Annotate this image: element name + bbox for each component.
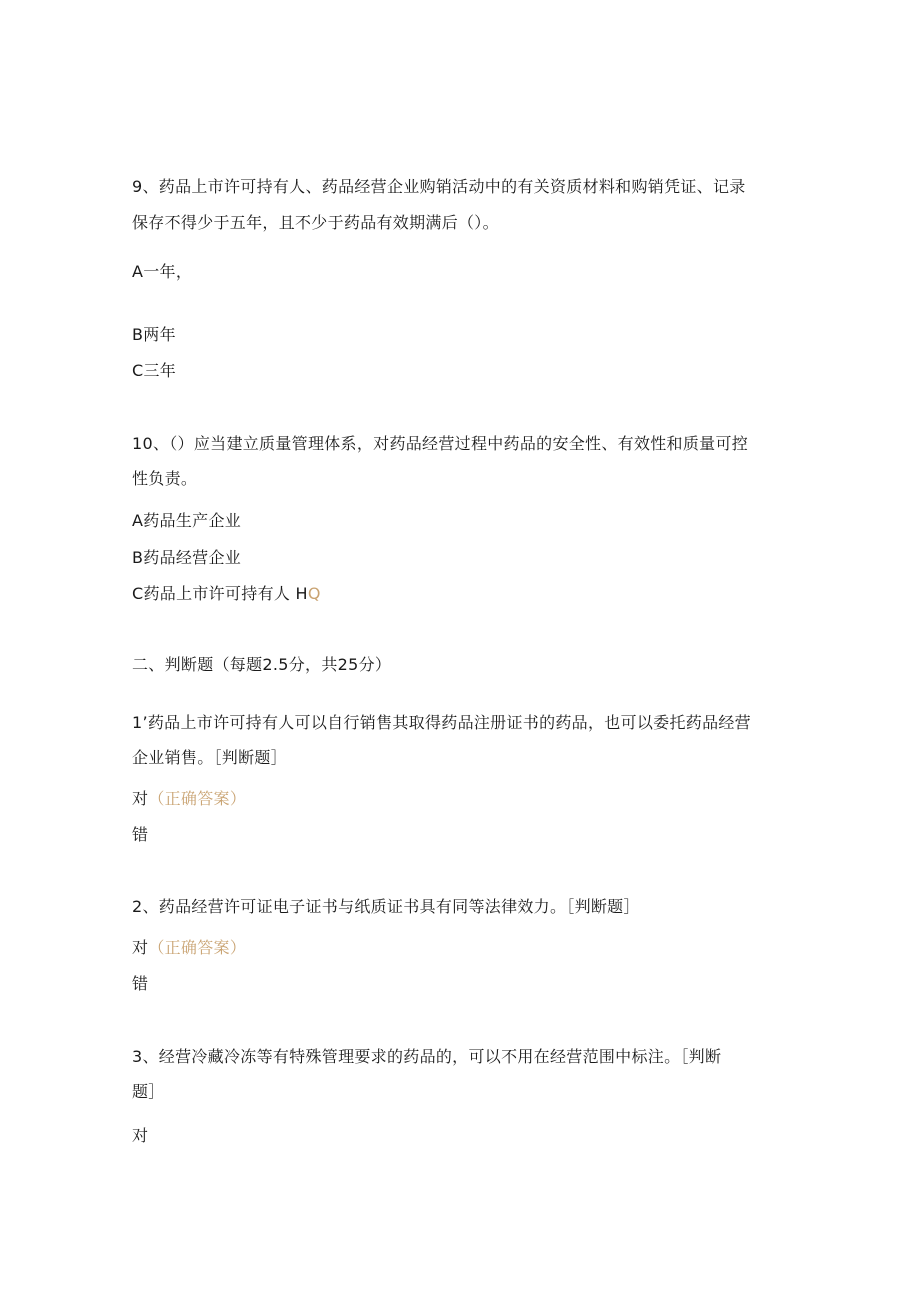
option-c-label: C药品上市许可持有人 H <box>132 584 308 603</box>
option-true[interactable] <box>132 789 246 809</box>
option-false[interactable]: 错 <box>132 825 149 844</box>
option-true[interactable] <box>132 938 246 958</box>
question-text: 2、药品经营许可证电子证书与纸质证书具有同等法律效力。［判断题］ <box>132 897 640 916</box>
question-text: 9、药品上市许可持有人、药品经营企业购销活动中的有关资质材料和购销凭证、记录 <box>132 177 746 196</box>
question-text: 10、（）应当建立质量管理体系，对药品经营过程中药品的安全性、有效性和质量可控 <box>132 434 749 453</box>
question-text: 题］ <box>132 1082 165 1101</box>
question-text: 3、经营冷藏冷冻等有特殊管理要求的药品的，可以不用在经营范围中标注。［判断 <box>132 1047 722 1066</box>
option-false[interactable]: 错 <box>132 974 149 993</box>
answer-mark: Q <box>307 584 321 603</box>
option-true-label: 对 <box>132 789 149 808</box>
option-c[interactable] <box>132 584 321 604</box>
section-heading: 二、判断题（每题2.5分，共25分） <box>132 655 392 674</box>
option-a[interactable]: A药品生产企业 <box>132 511 242 530</box>
question-text: 1’药品上市许可持有人可以自行销售其取得药品注册证书的药品，也可以委托药品经营 <box>132 713 751 732</box>
option-c[interactable]: C三年 <box>132 361 177 380</box>
option-a[interactable]: A一年， <box>132 262 193 281</box>
option-b[interactable]: B药品经营企业 <box>132 548 242 567</box>
correct-answer-tag: （正确答案） <box>148 789 247 808</box>
option-true[interactable]: 对 <box>132 1126 149 1145</box>
option-b[interactable]: B两年 <box>132 325 176 344</box>
question-text: 企业销售。［判断题］ <box>132 748 288 767</box>
correct-answer-tag: （正确答案） <box>148 938 247 957</box>
option-true-label: 对 <box>132 938 149 957</box>
question-text: 性负责。 <box>132 469 198 488</box>
question-text: 保存不得少于五年，且不少于药品有效期满后（）。 <box>132 213 499 232</box>
